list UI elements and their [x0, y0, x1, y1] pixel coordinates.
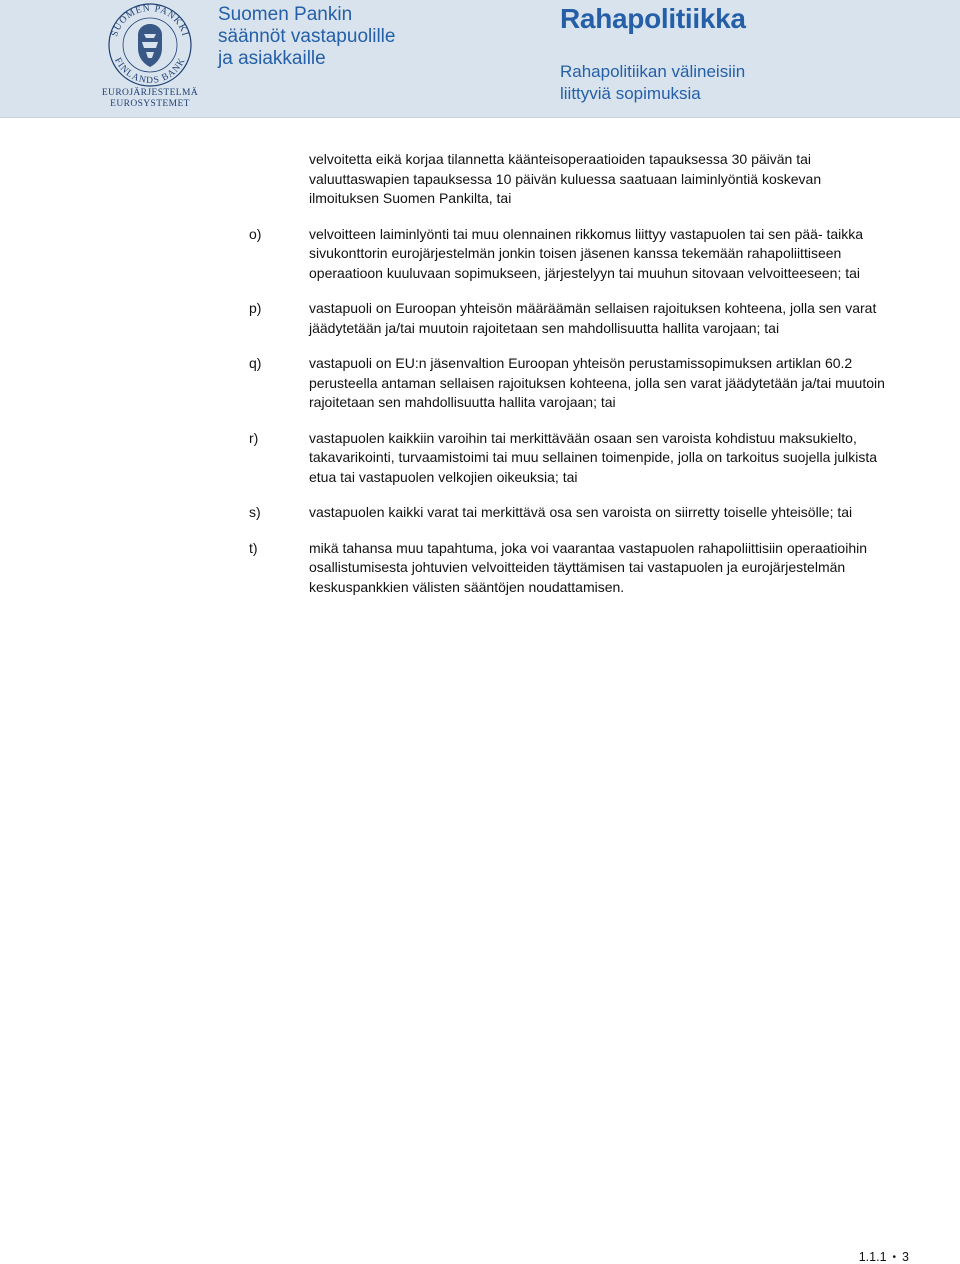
logo-caption-eurojarjestelma: EUROJÄRJESTELMÄ: [101, 88, 199, 98]
svg-text:FINLANDS BANK: FINLANDS BANK: [112, 56, 188, 87]
list-item-label: t): [249, 539, 258, 556]
section-subtitle-line-2: liittyviä sopimuksia: [560, 84, 701, 103]
rules-title-line-2: säännöt vastapuolille: [218, 26, 396, 47]
bullet-icon: •: [892, 1251, 897, 1263]
section-subtitle: [560, 61, 745, 105]
list-item: [249, 299, 889, 338]
document-body: [249, 150, 889, 613]
list-item-label: r): [249, 429, 259, 446]
list-item-label: o): [249, 225, 262, 242]
list-item-label: p): [249, 300, 262, 316]
section-title: Rahapolitiikka: [560, 3, 746, 34]
intro-paragraph: velvoitetta eikä korjaa tilannetta käänteisoperaatioiden tapauksessa 30 päivän tai valuuttaswapien tapauksessa 10 päivän kuluessa saatuaan laiminlyöntiä koskevan ilmoituksen Suomen Pankilta, tai: [309, 151, 822, 206]
seal-icon: [100, 2, 200, 88]
page-number: 3: [902, 1250, 909, 1264]
list-item-text: velvoitteen laiminlyönti tai muu olennainen rikkomus liittyy vastapuolen tai sen pää- taikka sivukonttorin eurojärjestelmän jonkin toisen jäsenen kanssa tekemään rahapoliittiseen operaatioon kuuluvaan sopimukseen, järjestelyyn tai muuhun sitovaan velvoitteeseen; tai: [309, 225, 864, 281]
list-item-text: vastapuolen kaikkiin varoihin tai merkittävään osaan sen varoista kohdistuu maksukielto, takavarikointi, turvaamistoimi tai muu sellainen toimenpide, jolla on tarkoitus suojella julkista etua tai vastapuolen velkojien oikeuksia; tai: [309, 429, 878, 485]
page-footer: [859, 1250, 909, 1264]
section-subtitle-line-1: Rahapolitiikan välineisiin: [560, 62, 746, 81]
section-number: 1.1.1: [858, 1250, 887, 1264]
rules-title-line-1: Suomen Pankin: [218, 4, 353, 25]
list-item-label: s): [249, 504, 261, 520]
page-header: [0, 0, 960, 118]
list-item-text: mikä tahansa muu tapahtuma, joka voi vaarantaa vastapuolen rahapoliittisiin operaatioihin osallistumisesta johtuvien velvoitteiden täyttämisen tai vastapuolen ja eurojärjestelmän keskuspankkien välisten sääntöjen noudattamisen.: [309, 539, 868, 595]
list-item-text: vastapuoli on EU:n jäsenvaltion Euroopan yhteisön perustamissopimuksen artiklan 60.2 perusteella antaman sellaisen rajoituksen kohteena, jolla sen varat jäädytetään ja/tai muutoin rajoitetaan sen mahdollisuutta hallita varojaan; tai: [309, 355, 885, 410]
rules-title: [218, 4, 395, 70]
bank-logo: [100, 2, 200, 114]
list-item-label: q): [249, 355, 262, 371]
list-item: [249, 354, 889, 413]
list-item: [249, 503, 889, 523]
list-item-text: vastapuolen kaikki varat tai merkittävä osa sen varoista on siirretty toiselle yhteisölle; tai: [309, 504, 853, 520]
list-item-text: vastapuoli on Euroopan yhteisön määräämän sellaisen rajoituksen kohteena, jolla sen varat jäädytetään ja/tai muutoin rajoitetaan sen mahdollisuutta hallita varojaan; tai: [309, 300, 877, 336]
rules-title-line-3: ja asiakkaille: [218, 48, 326, 69]
list-item: [249, 539, 889, 598]
list-item: [249, 429, 889, 488]
list-item: [249, 225, 889, 284]
svg-text:SUOMEN PANKKI: SUOMEN PANKKI: [110, 3, 190, 39]
logo-caption-eurosystemet: EUROSYSTEMET: [110, 99, 190, 109]
